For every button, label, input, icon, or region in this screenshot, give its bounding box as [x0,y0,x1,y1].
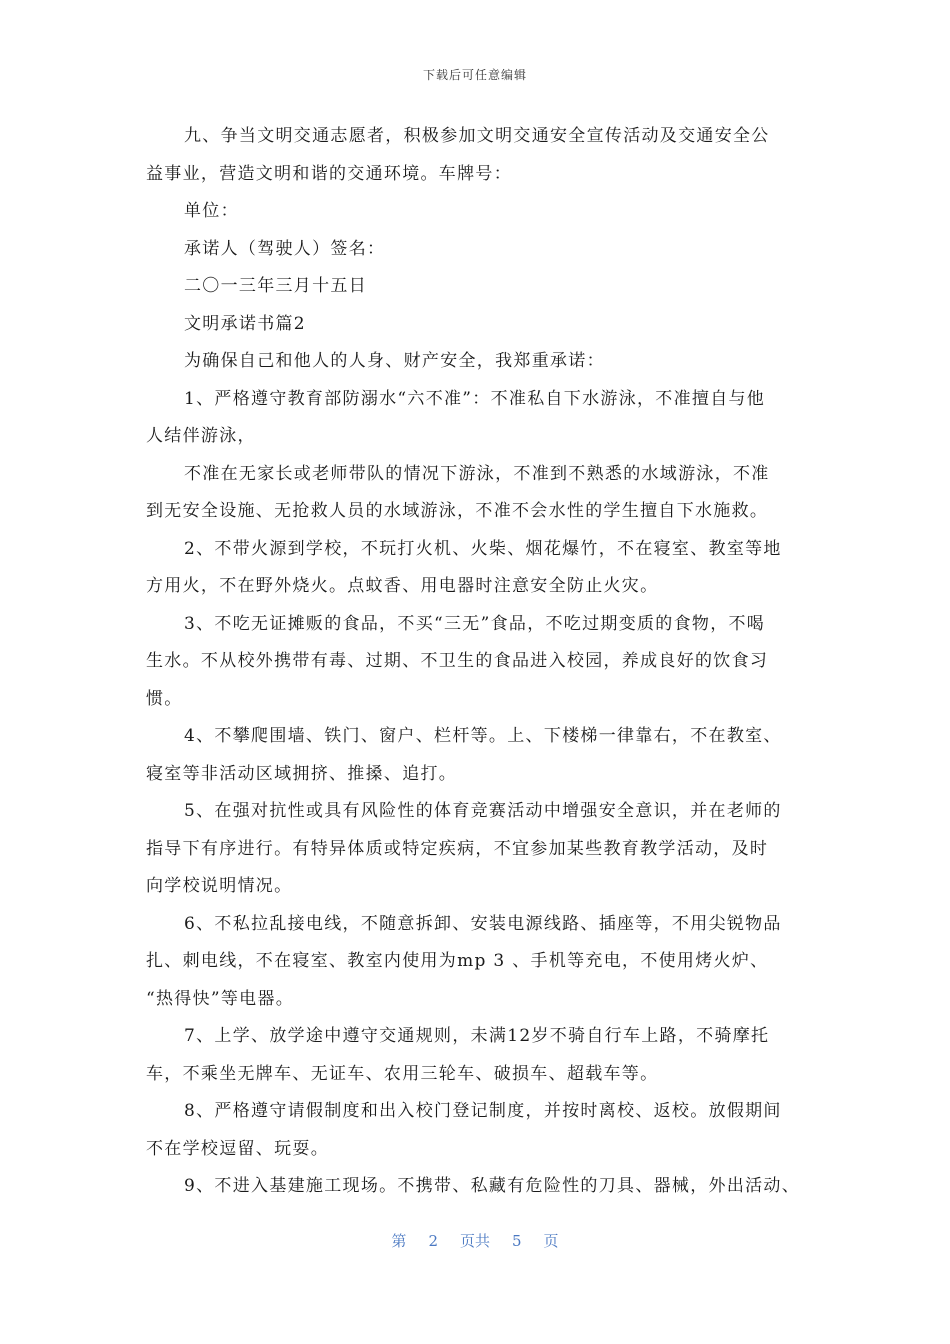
page-number-footer [0,1230,950,1251]
text-line: 3、不吃无证摊贩的食品，不买“三无”食品，不吃过期变质的食物，不喝 [184,613,766,634]
footer-prefix: 第 [391,1232,407,1250]
text-line: 益事业，营造文明和谐的交通环境。车牌号： [146,163,512,184]
text-line: 4、不攀爬围墙、铁门、窗户、栏杆等。上、下楼梯一律靠右，不在教室、 [184,726,782,746]
page-header: 下载后可任意编辑 [422,68,527,82]
text-line: 为确保自己和他人的人身、财产安全，我郑重承诺： [184,351,605,371]
text-line: 寝室等非活动区域拥挤、推搡、追打。 [146,763,458,784]
footer-middle: 页共 [459,1232,490,1250]
text-line: 方用火，不在野外烧火。点蚊香、用电器时注意安全防止火灾。 [146,576,659,596]
text-line: 车，不乘坐无牌车、无证车、农用三轮车、破损车、超载车等。 [146,1063,659,1084]
text-line: 指导下有序进行。有特异体质或特定疾病，不宜参加某些教育教学活动，及时 [146,838,769,859]
text-line: 二〇一三年三月十五日 [184,276,367,296]
text-line: 5、在强对抗性或具有风险性的体育竞赛活动中增强安全意识，并在老师的 [184,801,782,821]
text-line: 生水。不从校外携带有毒、过期、不卫生的食品进入校园，养成良好的饮食习 [146,651,769,671]
document-body [146,118,816,1206]
footer-suffix: 页 [543,1232,559,1250]
footer-total-pages: 5 [512,1232,522,1250]
text-line: 到无安全设施、无抢救人员的水域游泳，不准不会水性的学生擅自下水施救。 [146,501,769,521]
footer-current-page: 2 [428,1232,438,1250]
text-line: 8、严格遵守请假制度和出入校门登记制度，并按时离校、返校。放假期间 [184,1101,782,1121]
text-line: 9、不进入基建施工现场。不携带、私藏有危险性的刀具、器械，外出活动、 [184,1176,801,1196]
text-line: 6、不私拉乱接电线，不随意拆卸、安装电源线路、插座等，不用尖锐物品 [184,913,782,934]
text-line: 不在学校逗留、玩耍。 [146,1138,329,1159]
text-line: 承诺人（驾驶人）签名： [184,238,386,259]
text-line: 1、严格遵守教育部防溺水“六不准”：不准私自下水游泳，不准擅自与他 [184,388,766,409]
text-line: “热得快”等电器。 [146,988,295,1009]
text-line: 单位： [184,201,239,221]
text-line: 惯。 [146,688,183,709]
text-line: 不准在无家长或老师带队的情况下游泳，不准到不熟悉的水域游泳，不准 [184,463,770,484]
text-line: 文明承诺书篇2 [184,313,306,334]
text-line: 7、上学、放学途中遵守交通规则，未满12岁不骑自行车上路，不骑摩托 [184,1026,770,1046]
text-line: 人结伴游泳， [146,426,256,446]
text-line: 向学校说明情况。 [146,876,293,896]
text-line: 2、不带火源到学校，不玩打火机、火柴、烟花爆竹，不在寝室、教室等地 [184,538,782,559]
text-line: 扎、刺电线，不在寝室、教室内使用为mp 3 、手机等充电，不使用烤火炉、 [146,951,769,971]
text-line: 九、争当文明交通志愿者，积极参加文明交通安全宣传活动及交通安全公 [184,126,770,146]
